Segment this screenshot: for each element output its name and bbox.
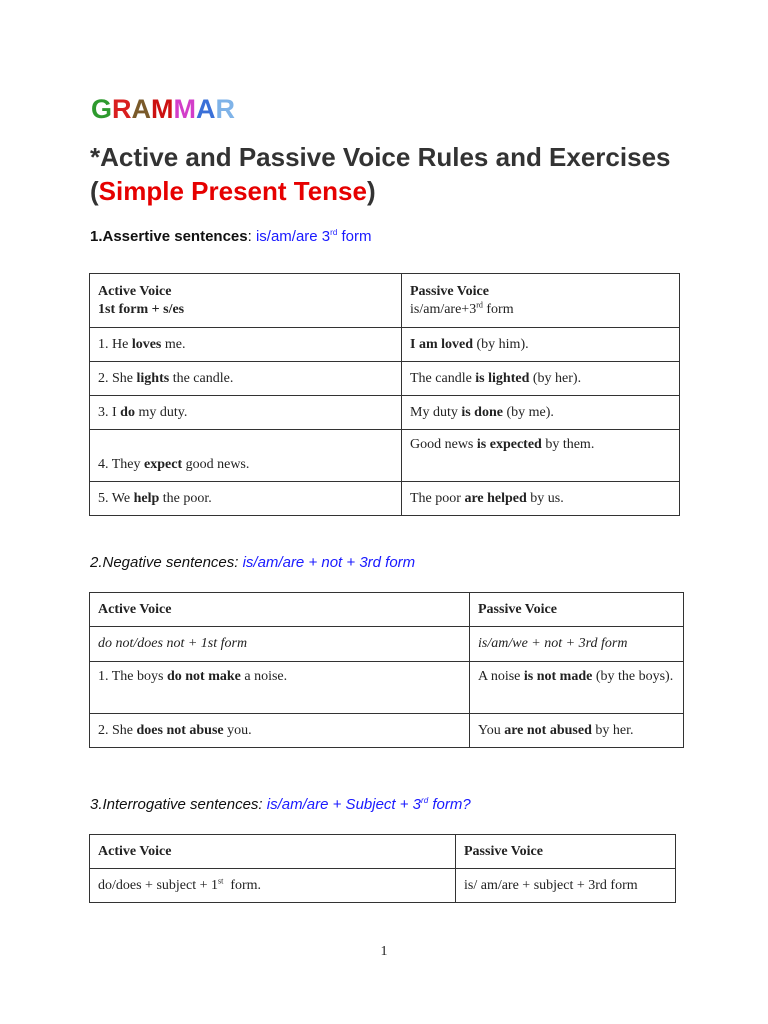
header-active — [90, 835, 456, 869]
text: 3. I — [98, 404, 121, 420]
verb: do not make — [166, 669, 241, 684]
logo-letter: G — [91, 94, 113, 124]
text: me. — [161, 336, 186, 352]
active-cell — [90, 714, 470, 748]
text: Good news — [410, 437, 477, 452]
logo-letter: R — [215, 94, 236, 124]
section3-rule — [267, 796, 471, 813]
text: by us. — [526, 490, 564, 506]
table-row — [90, 482, 680, 516]
header-active — [90, 593, 470, 627]
section3-rule-sup: rd — [421, 796, 429, 805]
header-passive-formula-pre: is/am/are+3 — [410, 301, 477, 317]
formula-row — [90, 627, 684, 662]
verb: loves — [131, 336, 162, 352]
header-passive-label: Passive Voice — [464, 843, 543, 859]
text: 5. We — [98, 490, 134, 506]
grammar-logo — [91, 94, 235, 125]
section1-colon: : — [247, 228, 256, 245]
logo-letter: A — [196, 94, 216, 124]
header-passive-label: Passive Voice — [410, 283, 489, 299]
active-cell — [90, 662, 470, 714]
text: form. — [223, 877, 262, 893]
active-cell — [90, 396, 402, 430]
verb: expect — [144, 457, 183, 472]
text: you. — [223, 722, 252, 738]
verb: I am loved — [410, 336, 473, 352]
section2-rule: is/am/are + not + 3rd form — [242, 554, 416, 571]
text: (by him). — [473, 336, 529, 352]
section3-title: 3.Interrogative sentences: — [90, 796, 267, 813]
passive-cell — [402, 328, 680, 362]
section1-rule-post: form — [337, 228, 372, 245]
table-row — [90, 362, 680, 396]
formula-row — [90, 869, 676, 903]
assertive-table — [89, 273, 680, 516]
logo-letter: M — [151, 94, 174, 124]
section3-heading — [90, 796, 471, 813]
text: good news. — [182, 457, 250, 472]
table-row — [90, 328, 680, 362]
verb: do — [120, 404, 135, 420]
text: 2. She — [98, 722, 137, 738]
text: a noise. — [240, 669, 288, 684]
section1-rule — [256, 228, 372, 245]
verb: is not made — [523, 669, 593, 684]
text: 1. He — [98, 336, 132, 352]
page-number: 1 — [380, 944, 388, 959]
section1-rule-pre: is/am/are 3 — [255, 228, 331, 245]
text: A noise — [478, 669, 524, 684]
logo-letter: R — [112, 94, 132, 124]
verb: are not abused — [504, 722, 592, 738]
section1-rule-sup: rd — [330, 228, 338, 237]
text: the candle. — [169, 370, 234, 386]
active-cell — [90, 328, 402, 362]
text: by her. — [591, 722, 634, 738]
section2-heading — [90, 554, 415, 571]
table-header-row — [90, 274, 680, 328]
verb: is done — [461, 404, 503, 420]
text: 4. They — [98, 457, 145, 472]
header-passive-formula-sup: rd — [476, 299, 483, 309]
text: You — [478, 722, 505, 738]
section3-rule-pre: is/am/are + Subject + 3 — [266, 796, 422, 813]
table-header-row — [90, 593, 684, 627]
header-active-label: Active Voice — [98, 601, 172, 617]
text: 2. She — [98, 370, 137, 386]
formula-active: do not/does not + 1st form — [90, 627, 470, 662]
passive-cell — [402, 362, 680, 396]
text: (by the boys). — [592, 669, 674, 684]
table-row — [90, 714, 684, 748]
section1-title: 1.Assertive sentences — [90, 228, 248, 245]
text: by them. — [541, 437, 595, 452]
title-line1: *Active and Passive Voice Rules and Exercises — [90, 142, 671, 172]
sup: st — [218, 875, 224, 885]
header-passive — [402, 274, 680, 328]
active-cell — [90, 482, 402, 516]
verb: help — [133, 490, 160, 506]
title-paren-close: ) — [366, 176, 376, 206]
text: do/does + subject + 1 — [98, 877, 218, 893]
negative-table — [89, 592, 684, 748]
header-active — [90, 274, 402, 328]
verb: lights — [136, 370, 170, 386]
section1-heading — [90, 228, 371, 245]
text: (by me). — [502, 404, 554, 420]
header-passive — [470, 593, 684, 627]
title-paren-open: ( — [90, 176, 99, 206]
formula-passive: is/ am/are + subject + 3rd form — [456, 869, 676, 903]
passive-cell — [402, 396, 680, 430]
text: the poor. — [159, 490, 212, 506]
header-passive — [456, 835, 676, 869]
text: My duty — [410, 404, 462, 420]
title-tense: Simple Present Tense — [98, 176, 367, 206]
text: The poor — [410, 490, 465, 506]
active-cell — [90, 362, 402, 396]
verb: does not abuse — [136, 722, 224, 738]
text: The candle — [410, 370, 476, 386]
text: 1. The boys — [98, 669, 167, 684]
header-passive-label: Passive Voice — [478, 601, 557, 617]
passive-cell — [470, 714, 684, 748]
header-active-label: Active Voice — [98, 283, 172, 299]
table-row — [90, 396, 680, 430]
header-active-formula: 1st form + s/es — [98, 301, 185, 317]
header-active-label: Active Voice — [98, 843, 172, 859]
passive-cell — [402, 482, 680, 516]
logo-letter: M — [173, 94, 197, 124]
formula-passive: is/am/we + not + 3rd form — [470, 627, 684, 662]
table-row — [90, 430, 680, 482]
title-line2 — [90, 174, 750, 208]
verb: is expected — [476, 437, 542, 452]
table-row — [90, 662, 684, 714]
section2-title: 2.Negative sentences: — [90, 554, 243, 571]
table-header-row — [90, 835, 676, 869]
verb: is lighted — [475, 370, 530, 386]
logo-letter: A — [131, 94, 152, 124]
passive-cell — [470, 662, 684, 714]
active-cell — [90, 430, 402, 482]
section3-rule-post: form? — [428, 796, 471, 813]
interrogative-table — [89, 834, 676, 903]
text: (by her). — [529, 370, 582, 386]
header-passive-formula-post: form — [482, 301, 514, 317]
text: my duty. — [134, 404, 188, 420]
verb: are helped — [464, 490, 527, 506]
formula-active — [90, 869, 456, 903]
page-title — [90, 140, 750, 208]
passive-cell — [402, 430, 680, 482]
